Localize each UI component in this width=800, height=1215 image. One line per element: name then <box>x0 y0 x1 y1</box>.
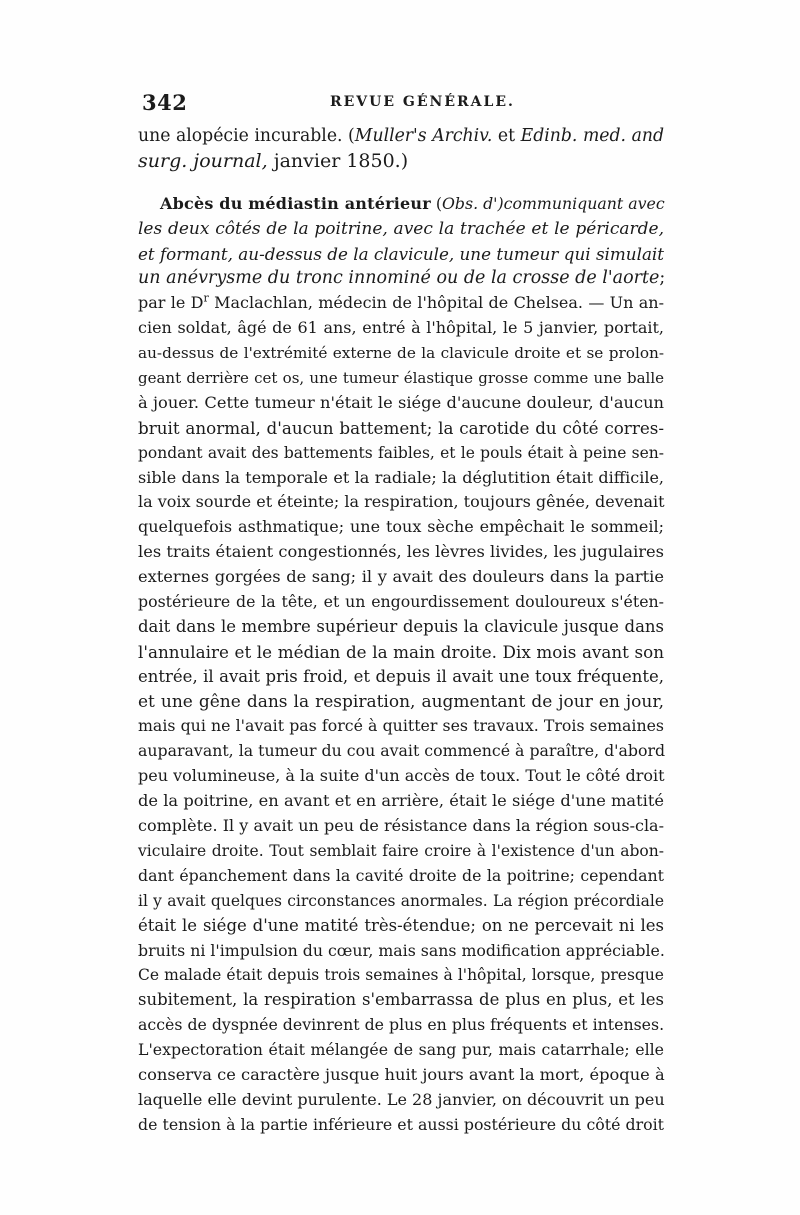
text-line: et formant, au-dessus de la clavicule, une tumeur qui simulait <box>138 243 665 264</box>
text-line: viculaire droite. Tout semblait faire croire à l'existence d'un abon- <box>138 841 664 860</box>
text-line: peu volumineuse, à la suite d'un accès de toux. Tout le côté droit <box>138 766 665 786</box>
text-line: et une gêne dans la respiration, augmentant de jour en jour, <box>138 691 664 712</box>
text-line: l'annulaire et le médian de la main droite. Dix mois avant son <box>138 641 664 662</box>
text-line: un anévrysme du tronc innominé ou de la crosse de l'aorte; <box>138 268 666 289</box>
text-line: L'expectoration était mélangée de sang pur, mais catarrhale; elle <box>138 1040 664 1060</box>
text-line: dant épanchement dans la cavité droite de la poitrine; cependant <box>138 865 664 885</box>
text-line: par le $D^r$ Maclachlan, médecin de l'hôpital de Chelsea. — Un an- <box>138 292 665 313</box>
text-line: il y avait quelques circonstances anormales. La région précordiale <box>138 891 664 910</box>
text-line: entrée, il avait pris froid, et depuis il avait une toux fréquente, <box>138 666 664 686</box>
text-line: les deux côtés de la poitrine, avec la trachée et le péricarde, <box>138 218 664 239</box>
text-line: bruits ni l'impulsion du cœur, mais sans modification appréciable. <box>138 940 665 960</box>
page-number: 342 <box>142 90 188 115</box>
text-line: surg. journal, janvier 1850.) <box>138 149 409 172</box>
text-line: quelquefois asthmatique; une toux sèche empêchait le sommeil; <box>138 517 664 537</box>
text-line: pondant avait des battements faibles, et le pouls était à peine sen- <box>138 443 664 462</box>
text-line: conserva ce caractère jusque huit jours avant la mort, époque à <box>138 1064 665 1084</box>
text-line: était le siége d'une matité très-étendue; on ne percevait ni les <box>138 915 664 935</box>
text-line: subitement, la respiration s'embarrassa de plus en plus, et les <box>138 990 664 1010</box>
text-line: sible dans la temporale et la radiale; la déglutition était difficile, <box>138 467 664 487</box>
text-line: complète. Il y avait un peu de résistance dans la région sous-cla- <box>138 816 664 836</box>
text-line: de tension à la partie inférieure et aussi postérieure du côté droit <box>138 1114 664 1134</box>
text-line: auparavant, la tumeur du cou avait commencé à paraître, d'abord <box>138 741 666 761</box>
text-line: accès de dyspnée devinrent de plus en plus fréquents et intenses. <box>138 1015 665 1035</box>
paragraph-spacer <box>138 174 664 192</box>
running-header <box>142 90 662 116</box>
section-title-line: Abcès du médiastin antérieur (Obs. d')communiquant avec <box>160 193 665 213</box>
text-line: geant derrière cet os, une tumeur élastique grosse comme une balle <box>138 369 664 388</box>
text-line: dait dans le membre supérieur depuis la clavicule jusque dans <box>138 616 664 636</box>
text-line: mais qui ne l'avait pas forcé à quitter ses travaux. Trois semaines <box>138 716 664 736</box>
text-line: les traits étaient congestionnés, les lèvres livides, les jugulaires <box>138 542 664 562</box>
text-line: Ce malade était depuis trois semaines à l'hôpital, lorsque, presque <box>138 966 664 985</box>
text-line: au-dessus de l'extrémité externe de la clavicule droite et se prolon- <box>138 344 664 363</box>
header-title: REVUE GÉNÉRALE. <box>330 94 515 110</box>
text-line: à jouer. Cette tumeur n'était le siége d'aucune douleur, d'aucun <box>138 392 664 412</box>
text-line: externes gorgées de sang; il y avait des douleurs dans la partie <box>138 567 664 587</box>
text-line: laquelle elle devint purulente. Le 28 janvier, on découvrit un peu <box>138 1089 665 1109</box>
text-line: une alopécie incurable. (Muller's Archiv. et Edinb. med. and <box>138 126 665 146</box>
text-line: de la poitrine, en avant et en arrière, était le siége d'une matité <box>138 791 664 811</box>
text-line: postérieure de la tête, et un engourdissement douloureux s'éten- <box>138 592 664 612</box>
body-text <box>138 124 664 1138</box>
text-line: cien soldat, âgé de 61 ans, entré à l'hôpital, le 5 janvier, portait, <box>138 318 664 338</box>
text-line: bruit anormal, d'aucun battement; la carotide du côté corres- <box>138 417 664 438</box>
text-line: la voix sourde et éteinte; la respiration, toujours gênée, devenait <box>138 492 665 512</box>
section-title: Abcès du médiastin antérieur <box>160 193 431 213</box>
